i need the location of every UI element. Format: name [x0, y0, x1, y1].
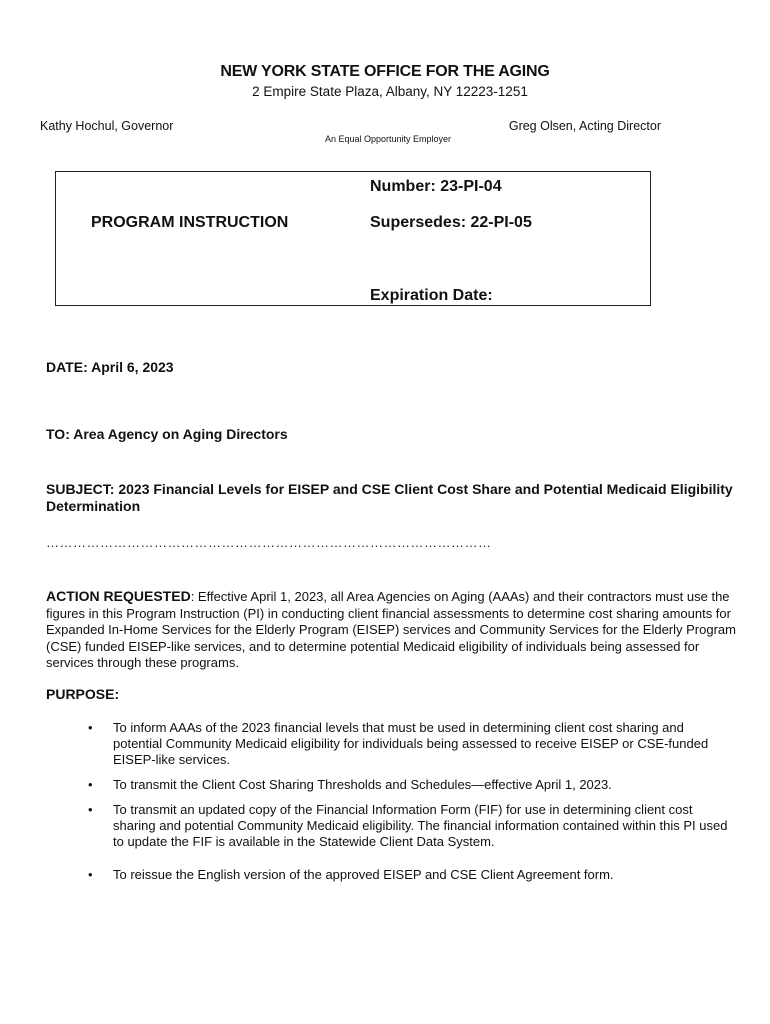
purpose-item-text: To transmit an updated copy of the Financial Information Form (FIF) for use in determining client cost sharing and potential Community Medicaid eligibility. The financial information contained within this PI used to update the FIF is available in the Statewide Client Data System.: [113, 802, 728, 849]
action-requested-paragraph: [46, 588, 736, 672]
equal-opportunity-note: An Equal Opportunity Employer: [324, 134, 452, 144]
purpose-item: [46, 802, 736, 850]
purpose-list: [46, 720, 736, 892]
org-title: NEW YORK STATE OFFICE FOR THE AGING: [220, 63, 550, 80]
purpose-item-text: To transmit the Client Cost Sharing Thresholds and Schedules—effective April 1, 2023.: [113, 777, 612, 792]
action-requested-text: : Effective April 1, 2023, all Area Agencies on Aging (AAAs) and their contractors must use the figures in this Program Instruction (PI) in conducting client financial assessments to determine cost sharing amounts for Expanded In-Home Services for the Elderly Program (EISEP) services and Community Services for the Elderly Program (CSE) funded EISEP-like services, and to determine potential Medicaid eligibility of individuals being assessed for services through these programs.: [46, 589, 736, 670]
bullet-icon: •: [88, 802, 93, 817]
pi-supersedes: Supersedes: 22-PI-05: [370, 214, 532, 231]
bullet-icon: •: [88, 777, 93, 792]
memo-date: DATE: April 6, 2023: [46, 359, 174, 375]
bullet-icon: •: [88, 720, 93, 735]
program-instruction-box: [55, 171, 651, 306]
purpose-item: [46, 867, 736, 883]
pi-expiration-date: Expiration Date:: [370, 287, 493, 304]
bullet-icon: •: [88, 867, 93, 882]
director-name: Greg Olsen, Acting Director: [508, 119, 661, 133]
memo-subject: SUBJECT: 2023 Financial Levels for EISEP and CSE Client Cost Share and Potential Medicaid Eligibility Determination: [46, 481, 733, 514]
action-requested-label: ACTION REQUESTED: [46, 588, 191, 604]
program-instruction-label: PROGRAM INSTRUCTION: [91, 214, 289, 231]
memo-recipient: TO: Area Agency on Aging Directors: [46, 426, 288, 442]
purpose-heading: PURPOSE:: [46, 686, 120, 702]
dotted-divider: ………………………………………………………………………………………: [46, 535, 492, 550]
purpose-item-text: To reissue the English version of the approved EISEP and CSE Client Agreement form.: [113, 867, 614, 882]
org-address: 2 Empire State Plaza, Albany, NY 12223-1251: [252, 84, 528, 99]
purpose-item-text: To inform AAAs of the 2023 financial levels that must be used in determining client cost sharing and potential Community Medicaid eligibility for individuals being assessed to receive EISEP or CSE-funded EISEP-like services.: [113, 720, 709, 767]
purpose-item: [46, 777, 736, 793]
purpose-item: [46, 720, 736, 768]
governor-name: Kathy Hochul, Governor: [40, 119, 174, 133]
pi-number: Number: 23-PI-04: [370, 178, 502, 195]
